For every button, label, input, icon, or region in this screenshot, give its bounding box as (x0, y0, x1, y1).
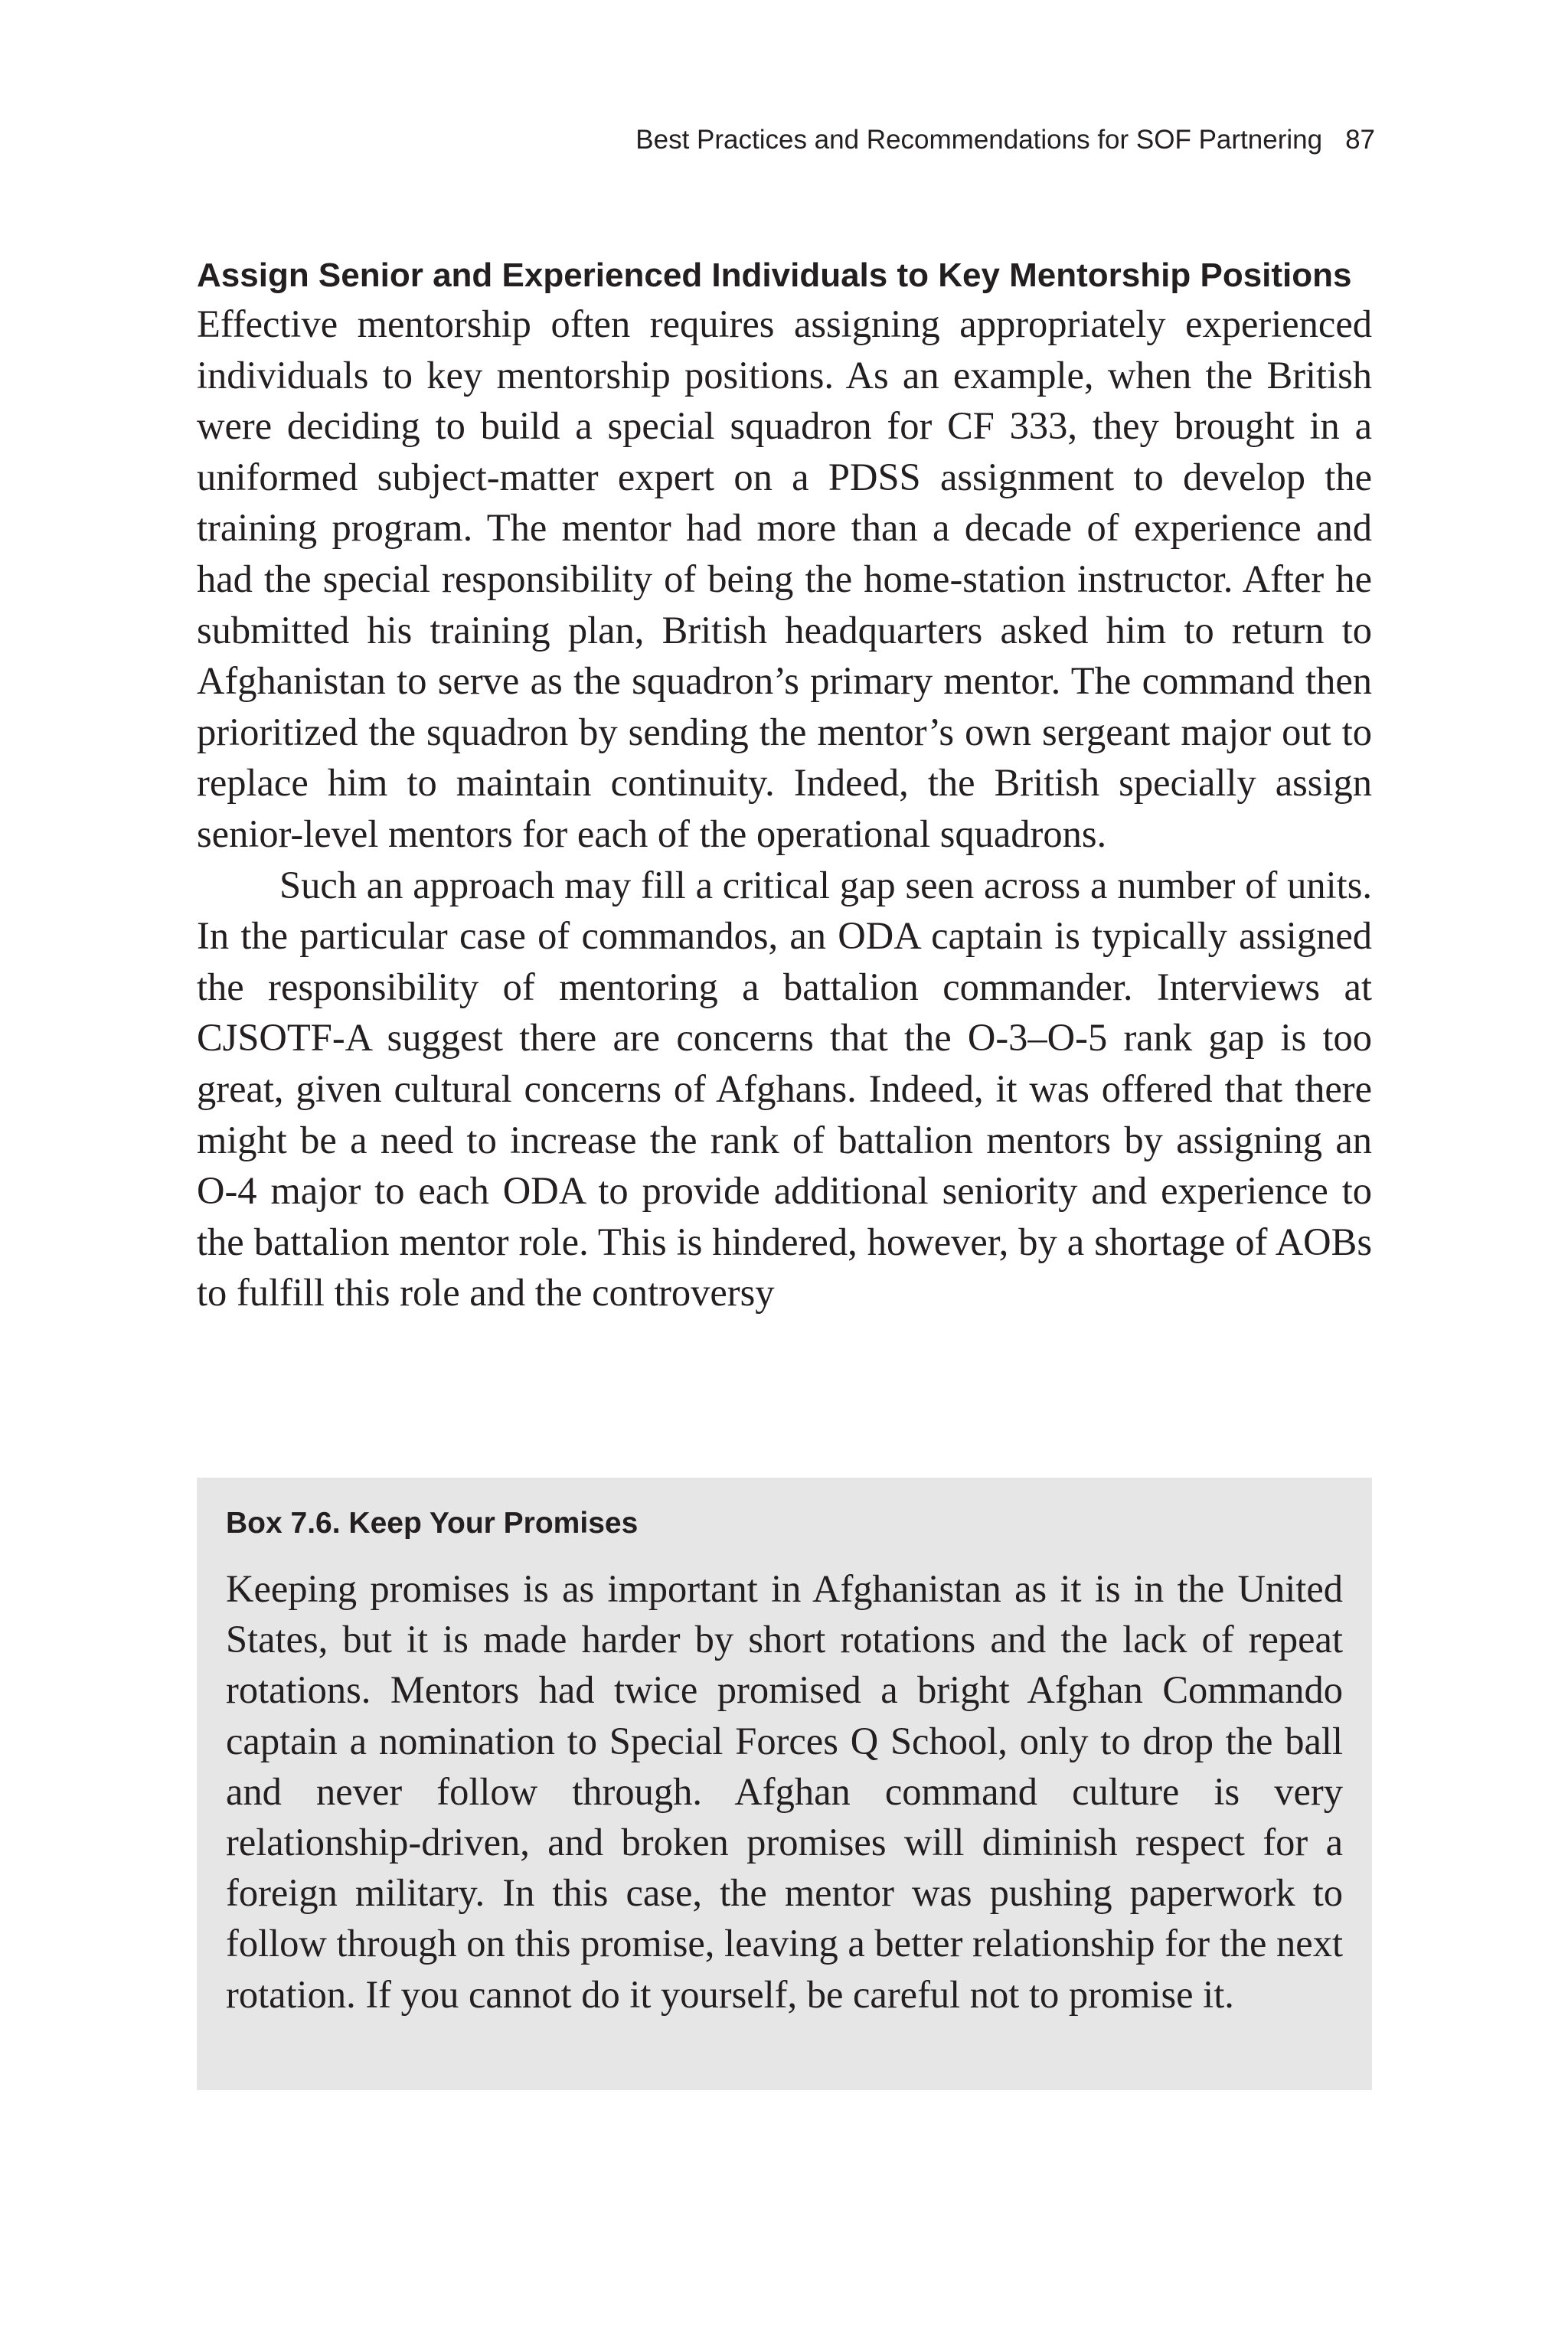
page-number: 87 (1345, 125, 1375, 155)
body-paragraph-1: Effective mentorship often requires assigning appropriately experienced individuals to key mentorship positions. As an example, when the British were deciding to build a special squadron for CF 333, they brought in a uniformed subject-matter expert on a PDSS assignment to develop the training program. The mentor had more than a decade of experience and had the special responsibility of being the home-station instructor. After he submitted his training plan, British headquarters asked him to return to Afghanistan to serve as the squadron’s primary mentor. The command then prioritized the squadron by sending the mentor’s own sergeant major out to replace him to maintain continuity. Indeed, the British specially assign senior-level mentors for each of the operational squadrons. (197, 302, 1372, 855)
body-paragraph-2: Such an approach may fill a critical gap seen across a number of units. In the particular case of commandos, an ODA captain is typically assigned the responsibility of mentoring a battalion commander. Interviews at CJSOTF-A suggest there are concerns that the O-3–O-5 rank gap is too great, given cultural concerns of Afghans. Indeed, it was offered that there might be a need to increase the rank of battalion mentors by assigning an O-4 major to each ODA to provide additional seniority and experience to the battalion mentor role. This is hindered, however, by a shortage of AOBs to fulfill this role and the controversy (197, 863, 1372, 1315)
section-heading: Assign Senior and Experienced Individuals to Key Mentorship Positions (197, 256, 1352, 294)
running-title: Best Practices and Recommendations for SOF Partnering (635, 125, 1323, 155)
box-text: Keeping promises is as important in Afghanistan as it is in the United States, but it is made harder by short rotations and the lack of repeat rotations. Mentors had twice promised a bright Afghan Commando captain a nomination to Special Forces Q School, only to drop the ball and never follow through. Afghan command culture is very relationship-driven, and broken promises will diminish respect for a foreign military. In this case, the mentor was pushing paperwork to follow through on this promise, leaving a better relationship for the next rotation. If you cannot do it yourself, be careful not to promise it. (226, 1567, 1343, 2016)
main-content (197, 253, 1372, 1318)
callout-box (197, 1478, 1372, 2090)
running-header (635, 121, 1375, 159)
box-title: Box 7.6. Keep Your Promises (226, 1507, 639, 1540)
